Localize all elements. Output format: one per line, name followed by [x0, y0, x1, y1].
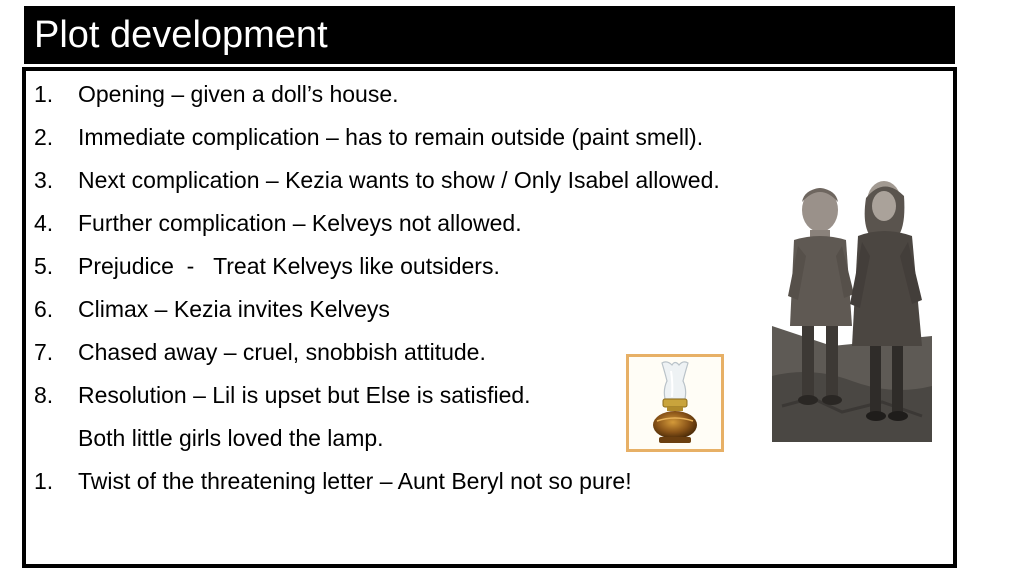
list-text: Further complication – Kelveys not allowed.	[78, 210, 522, 236]
list-item	[34, 380, 531, 410]
list-text: Climax – Kezia invites Kelveys	[78, 296, 390, 322]
list-text: Opening – given a doll’s house.	[78, 81, 399, 107]
list-item	[34, 294, 390, 324]
title-bar	[24, 6, 955, 64]
two-girls-image	[772, 176, 932, 442]
list-number: 5.	[34, 253, 54, 279]
list-text: Immediate complication – has to remain outside (paint smell).	[78, 124, 704, 150]
list-text: Both little girls loved the lamp.	[78, 425, 384, 451]
list-item	[34, 423, 384, 453]
list-number: 1.	[34, 468, 54, 494]
list-number: 4.	[34, 210, 54, 236]
list-item	[34, 165, 720, 195]
list-item	[34, 466, 632, 496]
list-item	[34, 337, 486, 367]
list-text: Chased away – cruel, snobbish attitude.	[78, 339, 486, 365]
two-girls-photo	[772, 176, 932, 442]
list-number: 7.	[34, 339, 54, 365]
list-item	[34, 208, 522, 238]
list-number: 3.	[34, 167, 54, 193]
list-text: Resolution – Lil is upset but Else is satisfied.	[78, 382, 531, 408]
list-number: 1.	[34, 81, 54, 107]
oil-lamp-image	[626, 354, 724, 452]
list-number: 6.	[34, 296, 54, 322]
list-item	[34, 122, 703, 152]
slide-title: Plot development	[34, 14, 328, 56]
list-number: 2.	[34, 124, 54, 150]
list-text: Twist of the threatening letter – Aunt Beryl not so pure!	[78, 468, 632, 494]
oil-lamp-icon	[629, 357, 721, 449]
list-number: 8.	[34, 382, 54, 408]
list-item	[34, 79, 399, 109]
list-text: Next complication – Kezia wants to show / Only Isabel allowed.	[78, 167, 720, 193]
list-text: Prejudice - Treat Kelveys like outsiders.	[78, 253, 500, 279]
list-item	[34, 251, 500, 281]
